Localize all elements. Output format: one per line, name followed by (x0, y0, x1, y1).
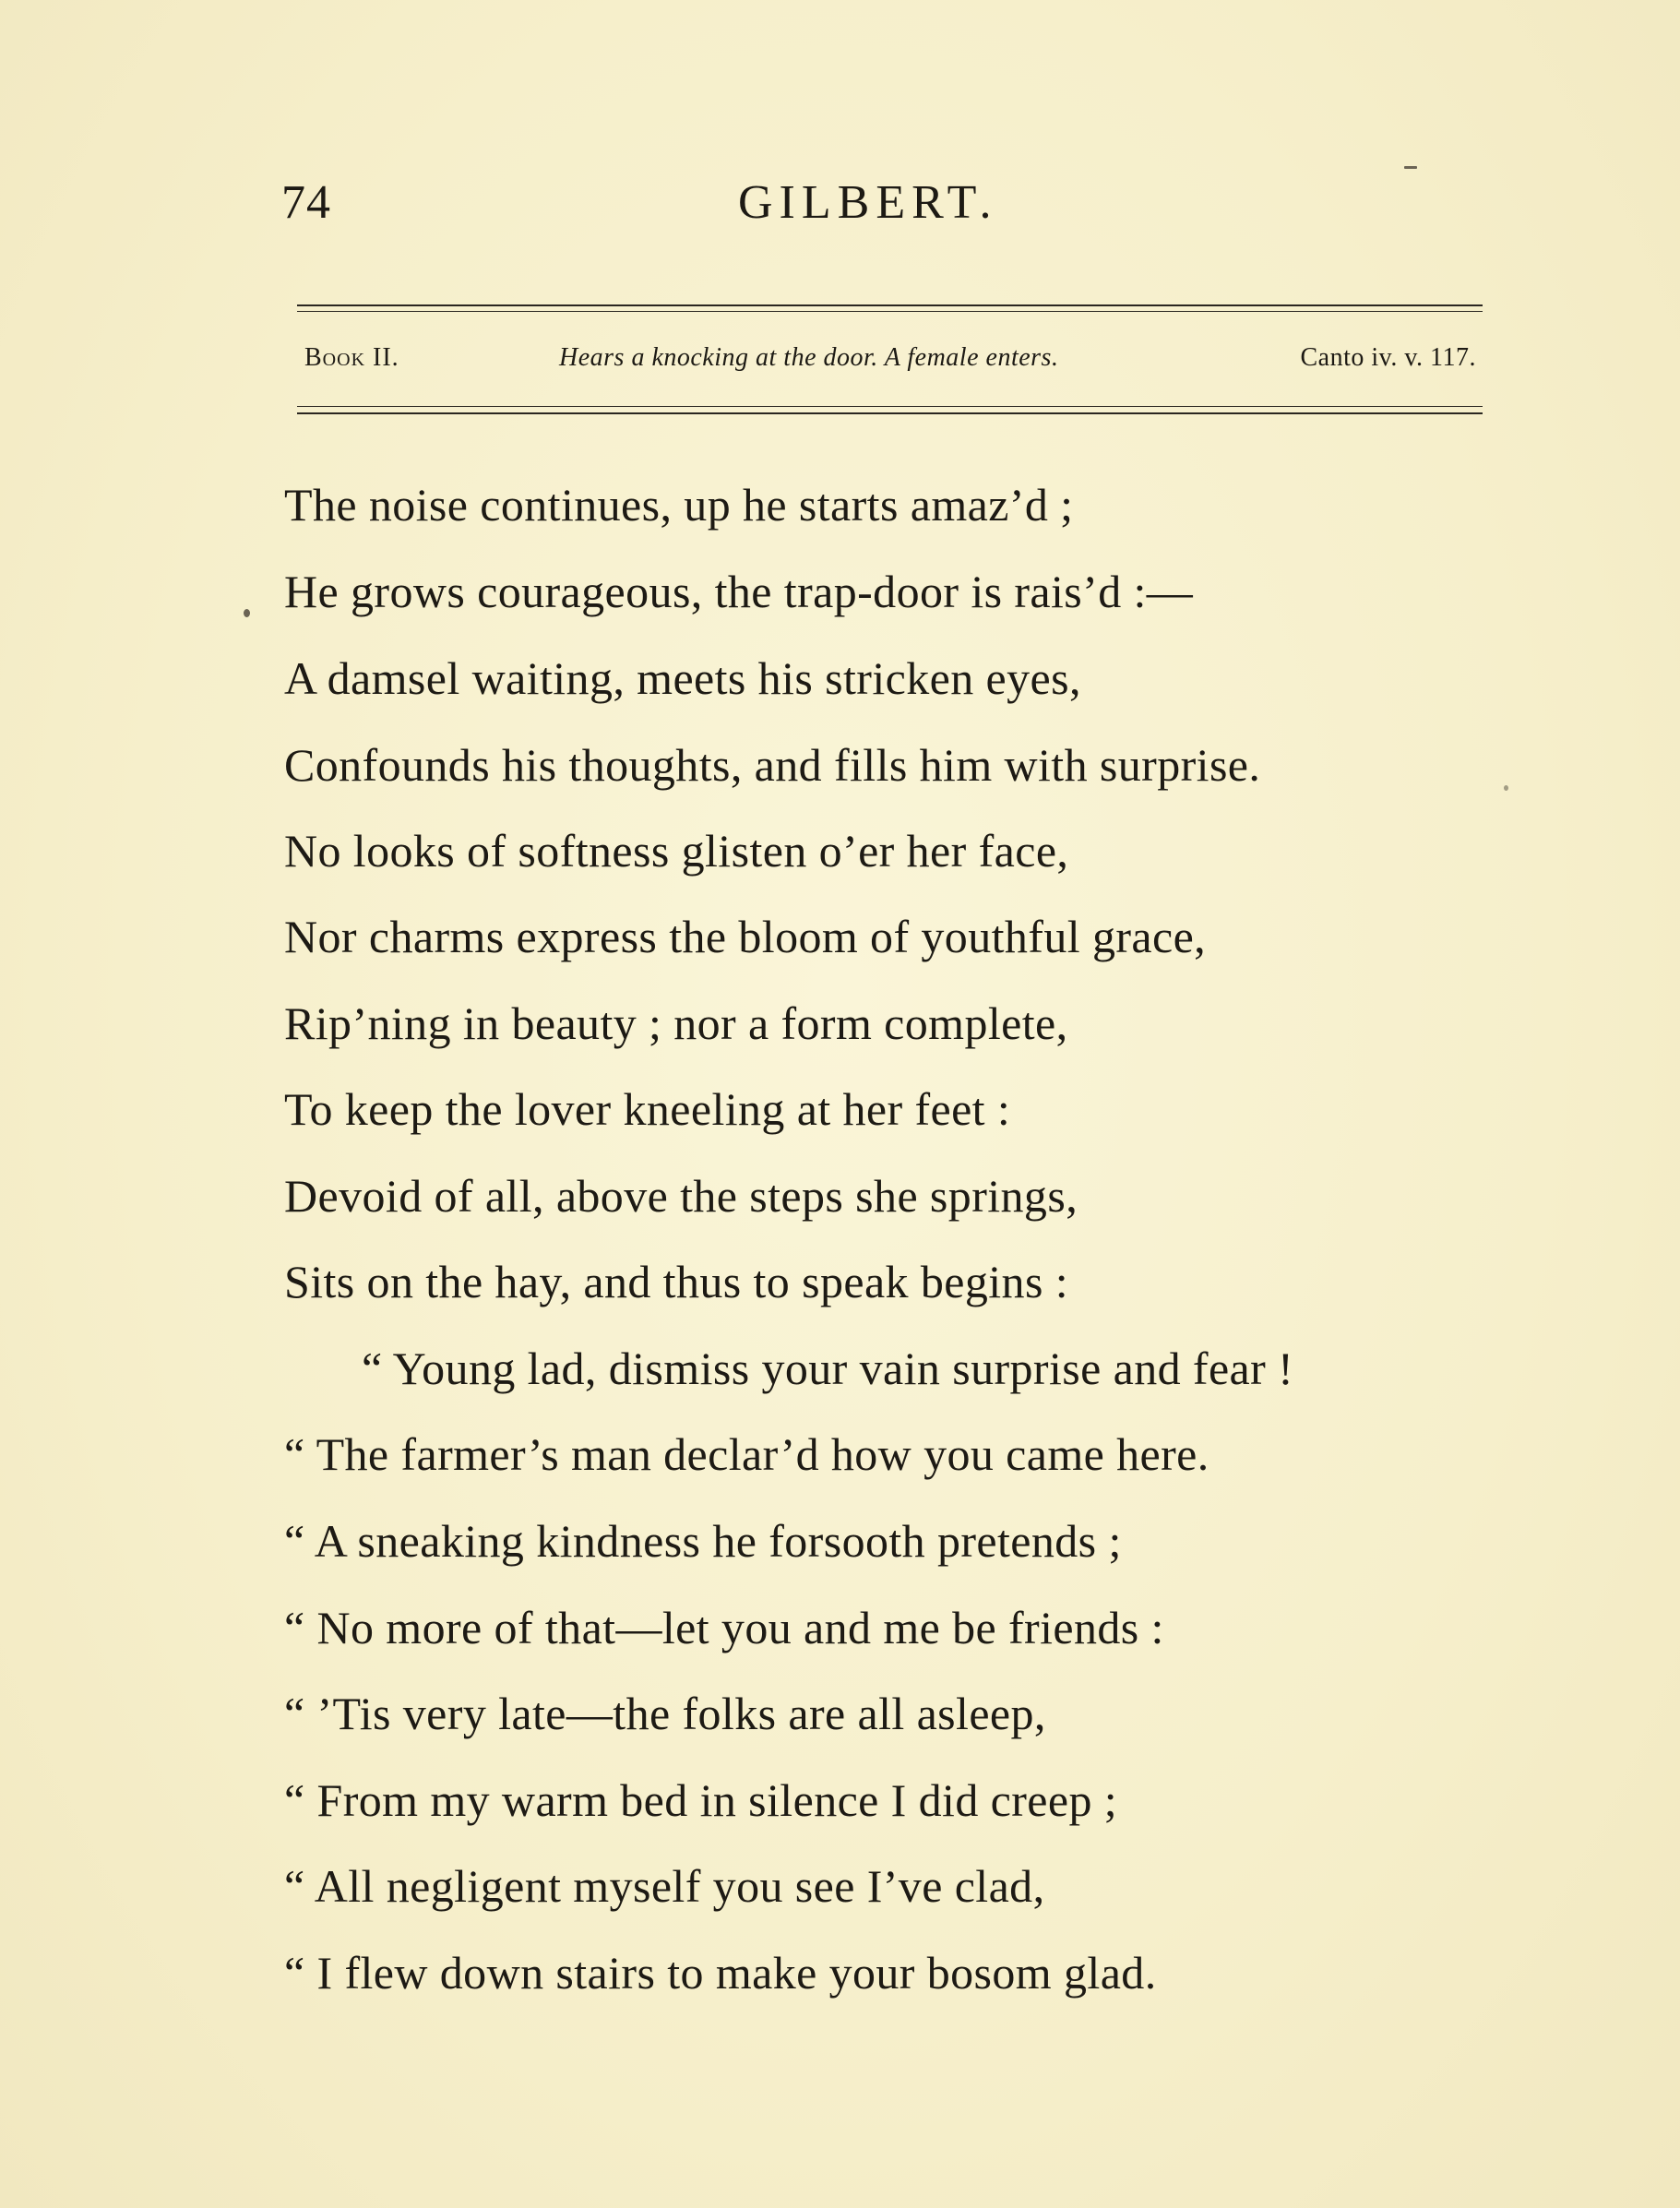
verse-line: To keep the lover kneeling at her feet : (284, 1083, 1011, 1135)
verse-line: “ I flew down stairs to make your bosom glad. (284, 1947, 1157, 1999)
verse-line: Rip’ning in beauty ; nor a form complete, (284, 997, 1068, 1049)
headline (304, 343, 1476, 380)
paper-speck (1404, 166, 1417, 169)
verse-line: “ A sneaking kindness he forsooth pretends ; (284, 1515, 1122, 1567)
headline-summary: Hears a knocking at the door. A female enters. (559, 343, 1059, 372)
paper-speck (1504, 785, 1508, 791)
paper-speck (244, 609, 250, 617)
verse-line: “ From my warm bed in silence I did creep ; (284, 1774, 1118, 1826)
running-title: GILBERT. (738, 176, 998, 229)
top-rule (297, 304, 1483, 306)
verse-line: He grows courageous, the trap-door is rais’d :— (284, 566, 1194, 617)
verse-line: The noise continues, up he starts amaz’d ; (284, 479, 1074, 531)
verse-line: “ All negligent myself you see I’ve clad, (284, 1860, 1045, 1912)
verse-line: “ ’Tis very late—the folks are all asleep, (284, 1688, 1046, 1739)
headline-canto: Canto iv. v. 117. (1300, 343, 1476, 372)
top-rule-thin (297, 311, 1483, 312)
headline-book: Book II. (304, 343, 399, 372)
verse-line: Confounds his thoughts, and fills him with surprise. (284, 739, 1261, 791)
verse-line: Nor charms express the bloom of youthful grace, (284, 911, 1207, 962)
verse-line: Sits on the hay, and thus to speak begins : (284, 1256, 1068, 1307)
verse-line: Devoid of all, above the steps she springs, (284, 1170, 1078, 1222)
verse-line: “ No more of that—let you and me be friends : (284, 1602, 1164, 1653)
verse-line: No looks of softness glisten o’er her face, (284, 825, 1069, 877)
bottom-rule-thin (297, 406, 1483, 407)
page-number: 74 (281, 176, 331, 229)
verse-line: “ Young lad, dismiss your vain surprise and fear ! (362, 1343, 1294, 1394)
verse-line: “ The farmer’s man declar’d how you came here. (284, 1428, 1209, 1480)
bottom-rule (297, 412, 1483, 414)
verse-line: A damsel waiting, meets his stricken eyes, (284, 652, 1081, 704)
